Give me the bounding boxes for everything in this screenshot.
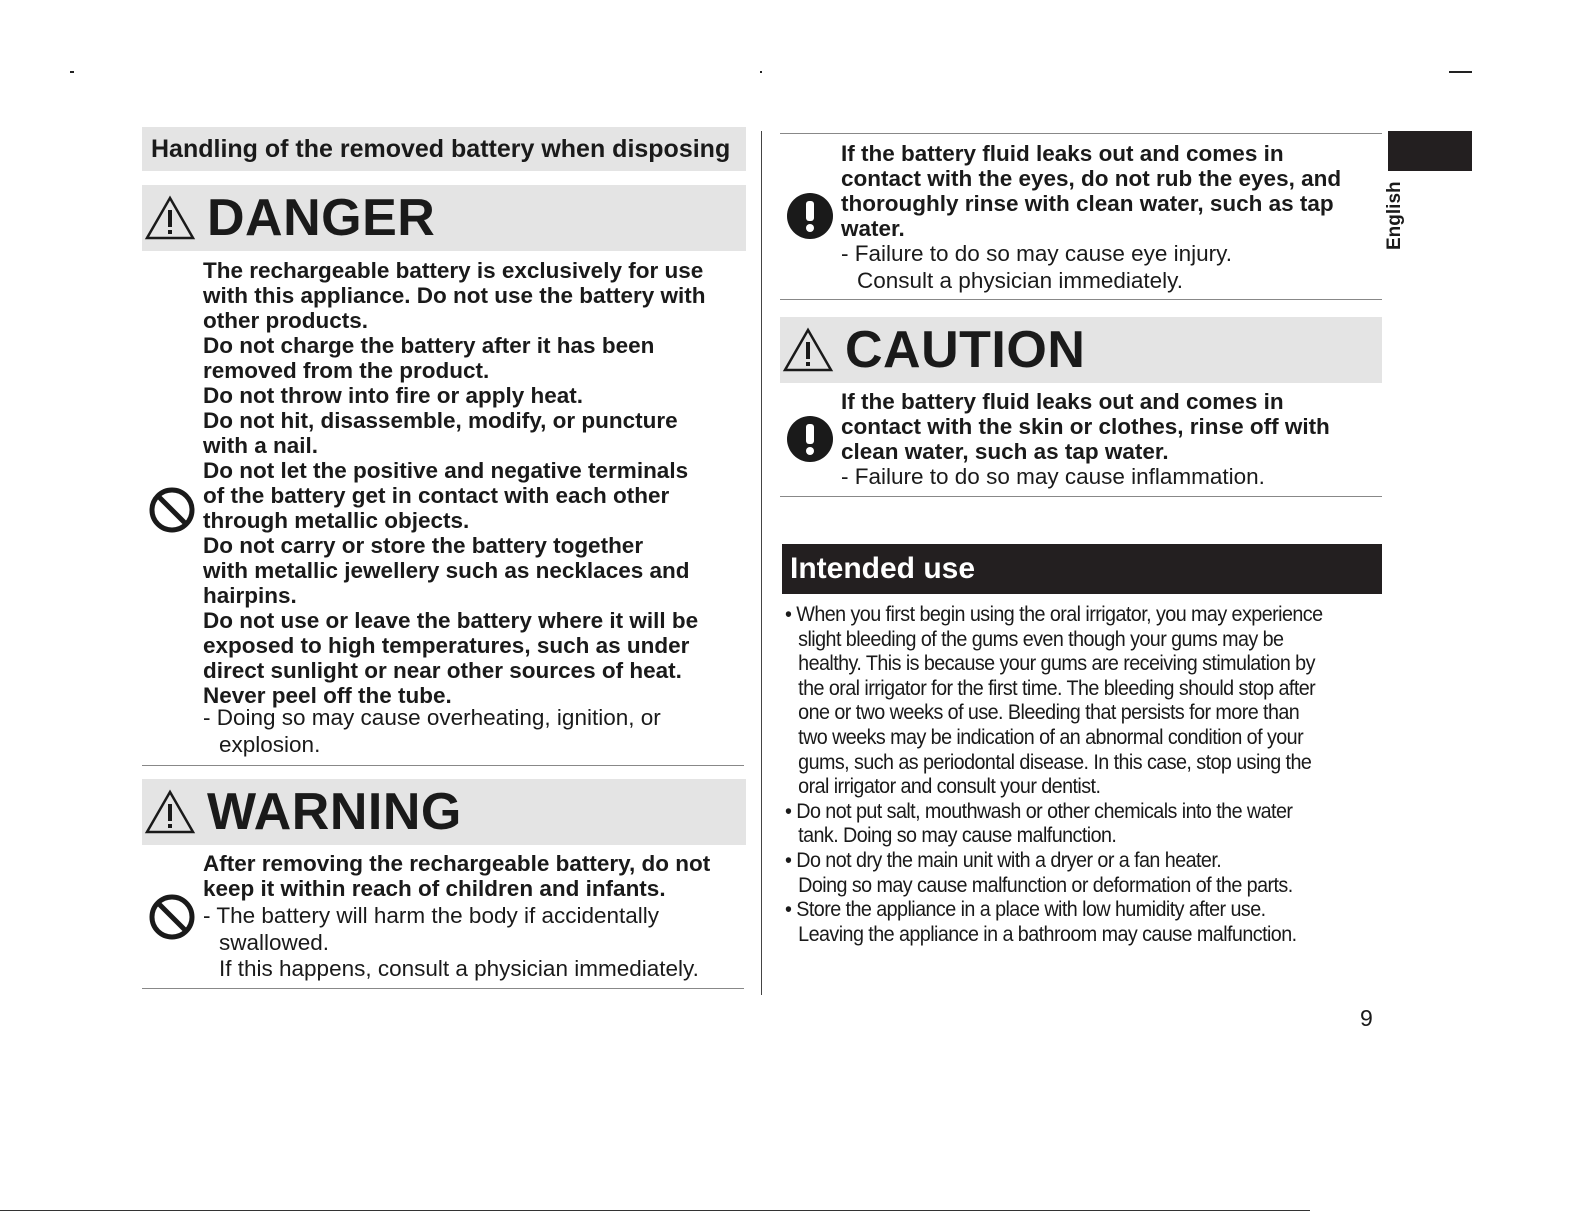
text-line: Doing so may cause malfunction or deformation of the parts. bbox=[798, 873, 1293, 897]
text-line: slight bleeding of the gums even though your gums may be bbox=[798, 627, 1284, 651]
intended-use-title: Intended use bbox=[782, 544, 1382, 594]
warning-heading-bar bbox=[142, 779, 746, 845]
text-line: - The battery will harm the body if accidentally bbox=[203, 903, 660, 928]
intended-use-list bbox=[785, 603, 1349, 947]
text-line: thoroughly rinse with clean water, such as tap bbox=[841, 191, 1334, 216]
text-line: • When you first begin using the oral irrigator, you may experience bbox=[785, 603, 1323, 626]
text-line: If this happens, consult a physician immediately. bbox=[219, 956, 699, 981]
divider bbox=[780, 496, 1382, 497]
warning-triangle-icon bbox=[144, 195, 196, 241]
warning-consequence bbox=[203, 903, 748, 983]
text-line: tank. Doing so may cause malfunction. bbox=[798, 824, 1117, 848]
divider bbox=[780, 299, 1382, 300]
text-line: removed from the product. bbox=[203, 358, 490, 383]
mandatory-action-icon bbox=[786, 192, 834, 240]
eye-contact-consequence bbox=[841, 241, 1386, 294]
eye-contact-instructions bbox=[841, 141, 1386, 241]
text-line: contact with the eyes, do not rub the eyes, and bbox=[841, 166, 1342, 191]
danger-heading-bar bbox=[142, 185, 746, 251]
text-line: oral irrigator and consult your dentist. bbox=[798, 775, 1101, 799]
prohibition-icon bbox=[148, 486, 196, 534]
text-line: of the battery get in contact with each other bbox=[203, 483, 670, 508]
text-line: keep it within reach of children and infants. bbox=[203, 876, 666, 901]
text-line: Never peel off the tube. bbox=[203, 683, 452, 708]
mandatory-action-icon bbox=[786, 415, 834, 463]
text-line: the oral irrigator for the first time. The bleeding should stop after bbox=[798, 676, 1316, 700]
text-line: one or two weeks of use. Bleeding that persists for more than bbox=[798, 701, 1300, 725]
crop-mark bbox=[70, 71, 74, 73]
text-line: If the battery fluid leaks out and comes in bbox=[841, 141, 1284, 166]
text-line: exposed to high temperatures, such as under bbox=[203, 633, 690, 658]
divider bbox=[142, 765, 744, 766]
text-line: If the battery fluid leaks out and comes in bbox=[841, 389, 1284, 414]
text-line: other products. bbox=[203, 308, 369, 333]
text-line: • Store the appliance in a place with low humidity after use. bbox=[785, 898, 1266, 922]
text-line: explosion. bbox=[219, 731, 321, 757]
text-line: Do not throw into fire or apply heat. bbox=[203, 383, 583, 408]
text-line: Do not charge the battery after it has been bbox=[203, 333, 655, 358]
text-line: After removing the rechargeable battery, do not bbox=[203, 851, 711, 876]
list-item bbox=[785, 849, 1349, 898]
warning-instructions bbox=[203, 851, 748, 901]
danger-instructions bbox=[203, 258, 748, 708]
text-line: Do not use or leave the battery where it will be bbox=[203, 608, 699, 633]
crop-mark bbox=[1449, 71, 1472, 73]
list-item bbox=[785, 800, 1349, 849]
text-line: Leaving the appliance in a bathroom may cause malfunction. bbox=[798, 922, 1297, 946]
text-line: swallowed. bbox=[219, 929, 330, 955]
text-line: Do not carry or store the battery together bbox=[203, 533, 644, 558]
text-line: - Failure to do so may cause eye injury. bbox=[841, 241, 1233, 266]
text-line: - Doing so may cause overheating, ignition, or bbox=[203, 705, 661, 730]
prohibition-icon bbox=[148, 893, 196, 941]
caution-heading: CAUTION bbox=[845, 321, 1086, 379]
page-number: 9 bbox=[1360, 1005, 1373, 1031]
list-item bbox=[785, 603, 1349, 800]
divider bbox=[142, 988, 744, 989]
language-tab-label bbox=[1378, 178, 1418, 252]
text-line: with metallic jewellery such as necklaces and bbox=[203, 558, 690, 583]
text-line: Do not hit, disassemble, modify, or puncture bbox=[203, 408, 678, 433]
caution-consequence bbox=[841, 464, 1386, 491]
warning-triangle-icon bbox=[144, 789, 196, 835]
text-line: - Failure to do so may cause inflammation. bbox=[841, 464, 1265, 489]
text-line: • Do not dry the main unit with a dryer or a fan heater. bbox=[785, 848, 1222, 872]
text-line: contact with the skin or clothes, rinse off with bbox=[841, 414, 1330, 439]
column-divider bbox=[761, 131, 762, 995]
text-line: with this appliance. Do not use the battery with bbox=[203, 283, 706, 308]
text-line: The rechargeable battery is exclusively for use bbox=[203, 258, 704, 283]
text-line: direct sunlight or near other sources of heat. bbox=[203, 658, 682, 683]
text-line: water. bbox=[841, 216, 905, 241]
crop-mark bbox=[0, 1210, 1310, 1211]
text-line: gums, such as periodontal disease. In this case, stop using the bbox=[798, 750, 1312, 774]
list-item bbox=[785, 898, 1349, 947]
section-title: Handling of the removed battery when disposing bbox=[142, 127, 746, 171]
warning-triangle-icon bbox=[782, 327, 834, 373]
text-line: hairpins. bbox=[203, 583, 297, 608]
caution-instructions bbox=[841, 389, 1386, 464]
text-line: clean water, such as tap water. bbox=[841, 439, 1169, 464]
danger-consequence bbox=[203, 705, 748, 758]
warning-heading: WARNING bbox=[207, 783, 462, 841]
crop-mark bbox=[760, 71, 762, 73]
text-line: through metallic objects. bbox=[203, 508, 470, 533]
text-line: two weeks may be indication of an abnormal condition of your bbox=[798, 725, 1304, 749]
language-label: English bbox=[1384, 181, 1405, 250]
text-line: • Do not put salt, mouthwash or other chemicals into the water bbox=[785, 799, 1293, 823]
text-line: healthy. This is because your gums are receiving stimulation by bbox=[798, 652, 1315, 676]
text-line: with a nail. bbox=[203, 433, 319, 458]
danger-heading: DANGER bbox=[207, 189, 436, 247]
text-line: Do not let the positive and negative terminals bbox=[203, 458, 689, 483]
divider bbox=[780, 133, 1382, 134]
caution-heading-bar bbox=[780, 317, 1382, 383]
language-tab-marker bbox=[1388, 131, 1472, 171]
text-line: Consult a physician immediately. bbox=[857, 267, 1183, 293]
